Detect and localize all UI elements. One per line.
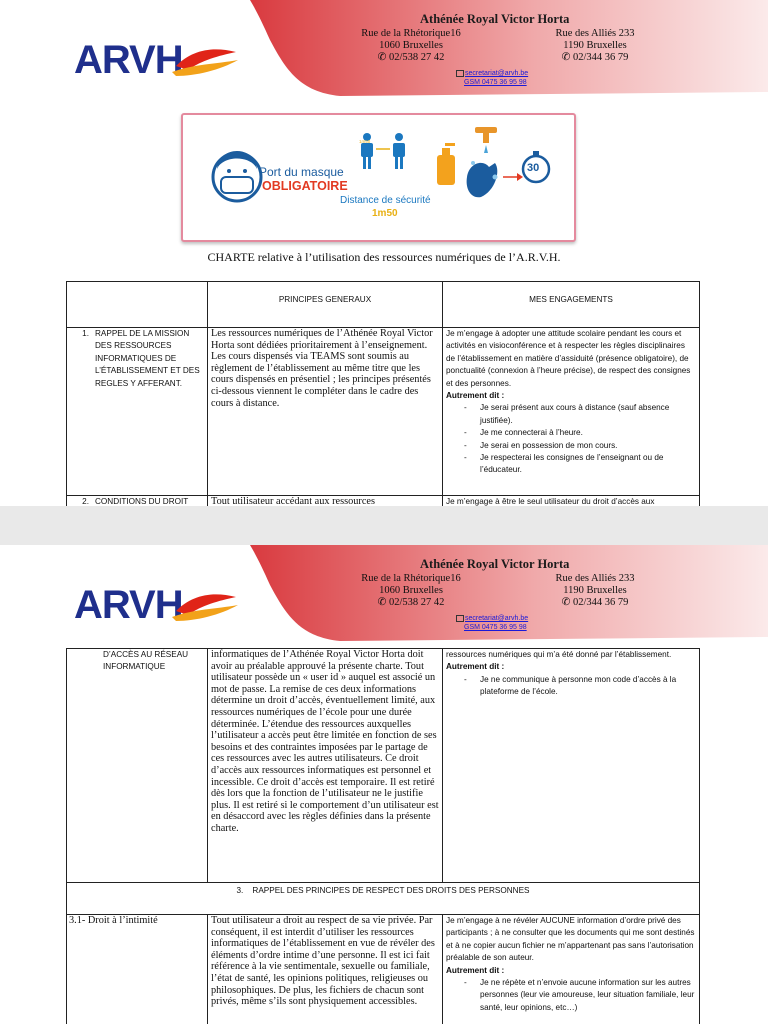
section-2-principle-cont: informatiques de l’Athénée Royal Victor Horta doit avoir au préalable approuvé la présente charte. Tout utilisateur possède un « user id » auquel est associé un mot de passe. La remise de ces deux informations détermine un droit d’accès, éventuellement limité, aux ressources numériques de l’école pour une durée déterminée. L’étendue des ressources auxquelles l’utilisateur a accès peut être limitée en fonction de ses besoins et des contraintes imposées par le partage de ces ressources avec les autres utilisateurs. Ce droit d’accès aux ressources informatiques est personnel et incessible. Ce droit d’accès est temporaire. Il est retiré dès lors que la fonction de l’utilisateur ne le justifie plus. Il est retiré si le comportement d’un utilisateur est en désaccord avec les règles définies dans la présente charte. bbox=[208, 649, 443, 883]
address-street-right: Rue des Alliés 233 bbox=[555, 573, 635, 584]
section-title: CONDITIONS DU DROIT bbox=[95, 497, 189, 506]
letterhead bbox=[0, 545, 768, 655]
header-principles: PRINCIPES GENERAUX bbox=[208, 282, 443, 328]
document-page-2 bbox=[0, 545, 768, 1024]
school-name: Athénée Royal Victor Horta bbox=[420, 12, 570, 26]
phone-left: ✆ 02/538 27 42 bbox=[377, 52, 445, 63]
email-link[interactable]: secretariat@arvh.be bbox=[465, 70, 529, 77]
engagement-list bbox=[446, 402, 696, 476]
section-3-1-label: 3.1- Droit à l’intimité bbox=[67, 915, 208, 1024]
engagement-list bbox=[446, 674, 696, 699]
list-item: - Je ne communique à personne mon code d’accès à la plateforme de l’école. bbox=[472, 674, 696, 699]
mail-icon bbox=[456, 70, 464, 77]
contact-links bbox=[464, 69, 528, 87]
section-2-engagement-cont bbox=[443, 649, 700, 883]
section-number: 2. bbox=[82, 497, 89, 506]
otherwise-label: Autrement dit : bbox=[446, 662, 505, 672]
table-row bbox=[67, 649, 700, 883]
arrow-right-icon bbox=[503, 173, 523, 181]
contact-links bbox=[464, 614, 528, 632]
document-title: CHARTE relative à l’utilisation des ressources numériques de l’A.R.V.H. bbox=[207, 250, 561, 264]
list-item: - Je ne répète et n’envoie aucune information sur les autres personnes (leur vie amoureuse, leur situation familiale, leur santé, leur opinions, etc…) bbox=[472, 977, 696, 1014]
email-link[interactable]: secretariat@arvh.be bbox=[465, 615, 529, 622]
address-left bbox=[354, 28, 468, 64]
mask-mandatory-label: OBLIGATOIRE bbox=[262, 179, 348, 193]
address-city-left: 1060 Bruxelles bbox=[379, 40, 443, 51]
charter-table-continued bbox=[66, 648, 700, 1024]
section-2-label-cont bbox=[67, 649, 208, 883]
address-right bbox=[545, 28, 645, 64]
section-1-engagement bbox=[443, 328, 700, 496]
safety-banner bbox=[181, 113, 576, 242]
gsm-link[interactable]: GSM 0475 36 95 98 bbox=[464, 624, 527, 631]
address-city-right: 1190 Bruxelles bbox=[563, 40, 627, 51]
section-3-row bbox=[67, 883, 700, 915]
list-item: - Je respecterai les consignes de l’enseignant ou de l’éducateur. bbox=[472, 452, 696, 477]
section-2-principle: Tout utilisateur accédant aux ressources bbox=[208, 496, 443, 507]
list-item: - Je serai présent aux cours à distance (sauf absence justifiée). bbox=[472, 402, 696, 427]
engagement-list bbox=[446, 977, 696, 1014]
hand-washing-icon bbox=[467, 127, 498, 197]
address-right bbox=[545, 573, 645, 609]
document-page-1 bbox=[0, 0, 768, 506]
section-2-label bbox=[67, 496, 208, 507]
header-engagements: MES ENGAGEMENTS bbox=[443, 282, 700, 328]
otherwise-label: Autrement dit : bbox=[446, 965, 505, 975]
engagement-text: ressources numériques qui m’a été donné par l’établissement. bbox=[446, 650, 672, 659]
phone-left: ✆ 02/538 27 42 bbox=[377, 597, 445, 608]
svg-text:ARVH: ARVH bbox=[74, 583, 183, 627]
section-number: 1. bbox=[82, 329, 89, 338]
section-2-engagement: Je m’engage à être le seul utilisateur du droit d’accès aux bbox=[443, 496, 700, 507]
phone-right: ✆ 02/344 36 79 bbox=[561, 52, 629, 63]
otherwise-label: Autrement dit : bbox=[446, 391, 505, 401]
section-1-label bbox=[67, 328, 208, 496]
arvh-logo bbox=[72, 30, 242, 86]
mask-label: Port du masque bbox=[259, 165, 344, 179]
address-city-right: 1190 Bruxelles bbox=[563, 585, 627, 596]
address-city-left: 1060 Bruxelles bbox=[379, 585, 443, 596]
phone-right: ✆ 02/344 36 79 bbox=[561, 597, 629, 608]
letterhead bbox=[0, 0, 768, 110]
address-street-left: Rue de la Rhétorique16 bbox=[361, 573, 461, 584]
mail-icon bbox=[456, 615, 464, 622]
charter-table bbox=[66, 281, 700, 506]
distance-small-label: 1m50 bbox=[359, 139, 371, 144]
gsm-link[interactable]: GSM 0475 36 95 98 bbox=[464, 79, 527, 86]
table-row bbox=[67, 496, 700, 507]
address-street-left: Rue de la Rhétorique16 bbox=[361, 28, 461, 39]
table-header-row bbox=[67, 282, 700, 328]
table-row bbox=[67, 915, 700, 1024]
address-street-right: Rue des Alliés 233 bbox=[555, 28, 635, 39]
hand-sanitizer-icon bbox=[437, 143, 455, 185]
distance-label: Distance de sécurité bbox=[340, 195, 431, 206]
masked-face-icon bbox=[213, 151, 261, 201]
distance-value: 1m50 bbox=[372, 208, 398, 219]
table-header-empty bbox=[67, 282, 208, 328]
engagement-text: Je m’engage à adopter une attitude scolaire pendant les cours et activités en visioconférence et à respecter les règles disciplinaires de l’établissement en matière d’assiduité (présence obligatoire), de ponctualité (connexion à l’heure précise), de respect des consignes et des personnes. bbox=[446, 329, 691, 388]
arvh-logo bbox=[72, 575, 242, 631]
section-title: D’ACCÈS AU RÉSEAU INFORMATIQUE bbox=[103, 650, 189, 672]
list-item: - Je serai en possession de mon cours. bbox=[472, 440, 696, 452]
safety-illustration bbox=[183, 115, 574, 240]
section-1-principle: Les ressources numériques de l’Athénée Royal Victor Horta sont dédiées prioritairement à l’enseignement. Les cours dispensés via TEAMS sont soumis au règlement de l’établissement au même titre que les cours dispensés en présentiel ; les principes présentés ci-dessous viennent le compléter dans le cadre des cours à distance. bbox=[208, 328, 443, 496]
table-row bbox=[67, 328, 700, 496]
section-3-1-principle: Tout utilisateur a droit au respect de sa vie privée. Par conséquent, il est interdit d’utiliser les ressources informatiques de l’établissement en vue de révéler des éléments d’ordre intime d’une personne. Il est ici fait référence à la vie sentimentale, sexuelle ou familiale, l’état de santé, les opinions politiques, religieuses ou philosophiques. De plus, les fichiers de chacun sont privés, même s’ils sont physiquement accessibles. bbox=[208, 915, 443, 1024]
list-item: - Je me connecterai à l’heure. bbox=[472, 427, 696, 439]
engagement-text: Je m’engage à ne révéler AUCUNE information d’ordre privé des participants ; à ne consulter que les documents qui me sont destinés et à ne copier aucun fichier ne m’appartenant pas sans l’autorisation préalable de son auteur. bbox=[446, 916, 695, 963]
school-name: Athénée Royal Victor Horta bbox=[420, 557, 570, 571]
section-title: RAPPEL DE LA MISSION DES RESSOURCES INFORMATIQUES DE L’ÉTABLISSEMENT ET DES REGLES Y AFFERANT. bbox=[95, 329, 200, 388]
timer-value: 30 bbox=[527, 162, 540, 174]
address-left bbox=[354, 573, 468, 609]
section-3-1-engagement bbox=[443, 915, 700, 1024]
svg-text:ARVH: ARVH bbox=[74, 38, 183, 82]
section-3-title: 3. RAPPEL DES PRINCIPES DE RESPECT DES DROITS DES PERSONNES bbox=[67, 883, 700, 915]
